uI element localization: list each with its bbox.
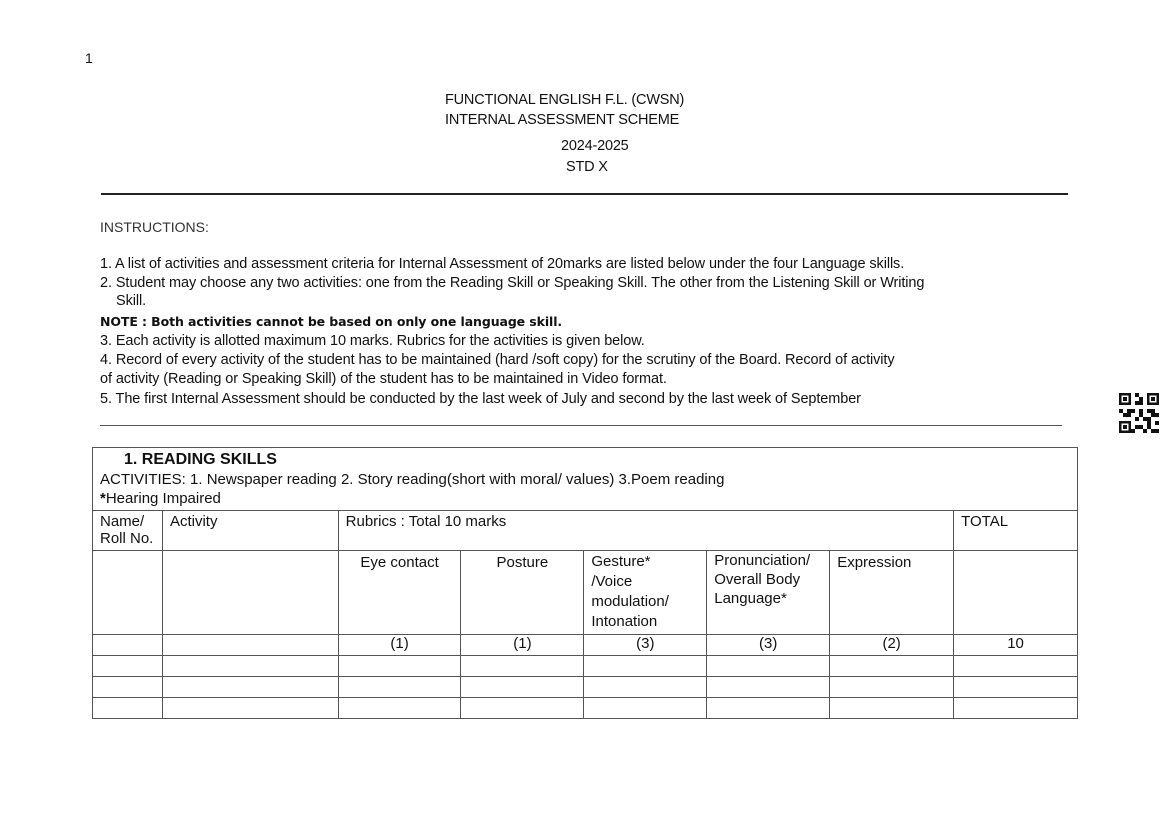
entry-total[interactable] [954, 698, 1078, 719]
table-row [93, 677, 1078, 698]
entry-score[interactable] [338, 656, 461, 677]
academic-year: 2024-2025 [561, 138, 629, 154]
section-header [93, 448, 1078, 511]
doc-title-line2: INTERNAL ASSESSMENT SCHEME [445, 112, 680, 128]
entry-score[interactable] [830, 698, 954, 719]
criterion-pronunciation [707, 551, 830, 635]
entry-score[interactable] [707, 698, 830, 719]
criteria-blank-activity [162, 551, 338, 635]
entry-name[interactable] [93, 656, 163, 677]
entry-score[interactable] [830, 656, 954, 677]
col-roll-label: Roll No. [100, 530, 154, 547]
note-text: Hearing Impaired [105, 490, 221, 507]
criterion-label: modulation/ [591, 593, 669, 610]
entry-score[interactable] [461, 677, 584, 698]
entry-score[interactable] [461, 656, 584, 677]
instruction-3: 3. Each activity is allotted maximum 10 marks. Rubrics for the activities is given below. [100, 333, 645, 349]
criterion-eye-contact [338, 551, 461, 635]
criterion-label: Language* [714, 590, 787, 607]
instruction-4-cont: of activity (Reading or Speaking Skill) of the student has to be maintained in Video format. [100, 371, 667, 387]
entry-score[interactable] [338, 677, 461, 698]
doc-title-line1: FUNCTIONAL ENGLISH F.L. (CWSN) [445, 92, 685, 108]
reading-skills-table [92, 447, 1078, 719]
qr-code-icon [1119, 393, 1159, 433]
instruction-4: 4. Record of every activity of the student has to be maintained (hard /soft copy) for the scrutiny of the Board. Record of activity [100, 352, 895, 368]
criterion-posture [461, 551, 584, 635]
table-row [93, 656, 1078, 677]
entry-score[interactable] [707, 656, 830, 677]
criterion-expression [830, 551, 954, 635]
criteria-blank-total [954, 551, 1078, 635]
marks-blank-name [93, 635, 163, 656]
entry-total[interactable] [954, 677, 1078, 698]
criterion-label: Intonation [591, 613, 658, 630]
col-name-label: Name/ [100, 513, 145, 530]
criterion-label: Eye contact [360, 554, 439, 571]
entry-score[interactable] [830, 677, 954, 698]
marks-pronunciation: (3) [707, 635, 830, 656]
table-row [93, 698, 1078, 719]
section-title: 1. READING SKILLS [124, 451, 277, 468]
section-activities: ACTIVITIES: 1. Newspaper reading 2. Story reading(short with moral/ values) 3.Poem reading [100, 471, 725, 488]
criterion-label: /Voice [591, 573, 633, 590]
col-total: TOTAL [954, 511, 1078, 551]
header-divider [101, 193, 1068, 195]
col-rubrics: Rubrics : Total 10 marks [338, 511, 953, 551]
criterion-label: Pronunciation/ [714, 552, 811, 569]
instruction-5: 5. The first Internal Assessment should be conducted by the last week of July and second by the last week of September [100, 391, 861, 407]
page-number: 1 [85, 50, 93, 66]
col-name-roll [93, 511, 163, 551]
entry-activity[interactable] [162, 677, 338, 698]
criteria-blank-name [93, 551, 163, 635]
entry-activity[interactable] [162, 656, 338, 677]
instruction-1: 1. A list of activities and assessment criteria for Internal Assessment of 20marks are listed below under the four Language skills. [100, 256, 905, 272]
instruction-2: 2. Student may choose any two activities: one from the Reading Skill or Speaking Skill. The other from the Listening Skill or Writing [100, 275, 925, 291]
entry-score[interactable] [707, 677, 830, 698]
marks-eye-contact: (1) [338, 635, 461, 656]
entry-score[interactable] [584, 656, 707, 677]
entry-name[interactable] [93, 698, 163, 719]
entry-score[interactable] [584, 698, 707, 719]
criterion-label: Overall Body [714, 571, 801, 588]
entry-activity[interactable] [162, 698, 338, 719]
marks-gesture-voice: (3) [584, 635, 707, 656]
instructions-divider [100, 425, 1062, 426]
entry-total[interactable] [954, 656, 1078, 677]
criterion-gesture-voice [584, 551, 707, 635]
criterion-label: Posture [496, 554, 549, 571]
marks-expression: (2) [830, 635, 954, 656]
note-star: * [100, 490, 106, 507]
col-activity: Activity [162, 511, 338, 551]
section-note [100, 489, 1070, 508]
entry-name[interactable] [93, 677, 163, 698]
instruction-2-cont: Skill. [116, 293, 147, 309]
marks-posture: (1) [461, 635, 584, 656]
criterion-label: Gesture* [591, 553, 651, 570]
entry-score[interactable] [338, 698, 461, 719]
entry-score[interactable] [584, 677, 707, 698]
marks-blank-activity [162, 635, 338, 656]
instruction-note: NOTE : Both activities cannot be based on only one language skill. [100, 314, 563, 329]
instructions-heading: INSTRUCTIONS: [100, 219, 209, 235]
entry-score[interactable] [461, 698, 584, 719]
criterion-label: Expression [837, 554, 912, 571]
standard-label: STD X [566, 159, 608, 175]
marks-total: 10 [954, 635, 1078, 656]
